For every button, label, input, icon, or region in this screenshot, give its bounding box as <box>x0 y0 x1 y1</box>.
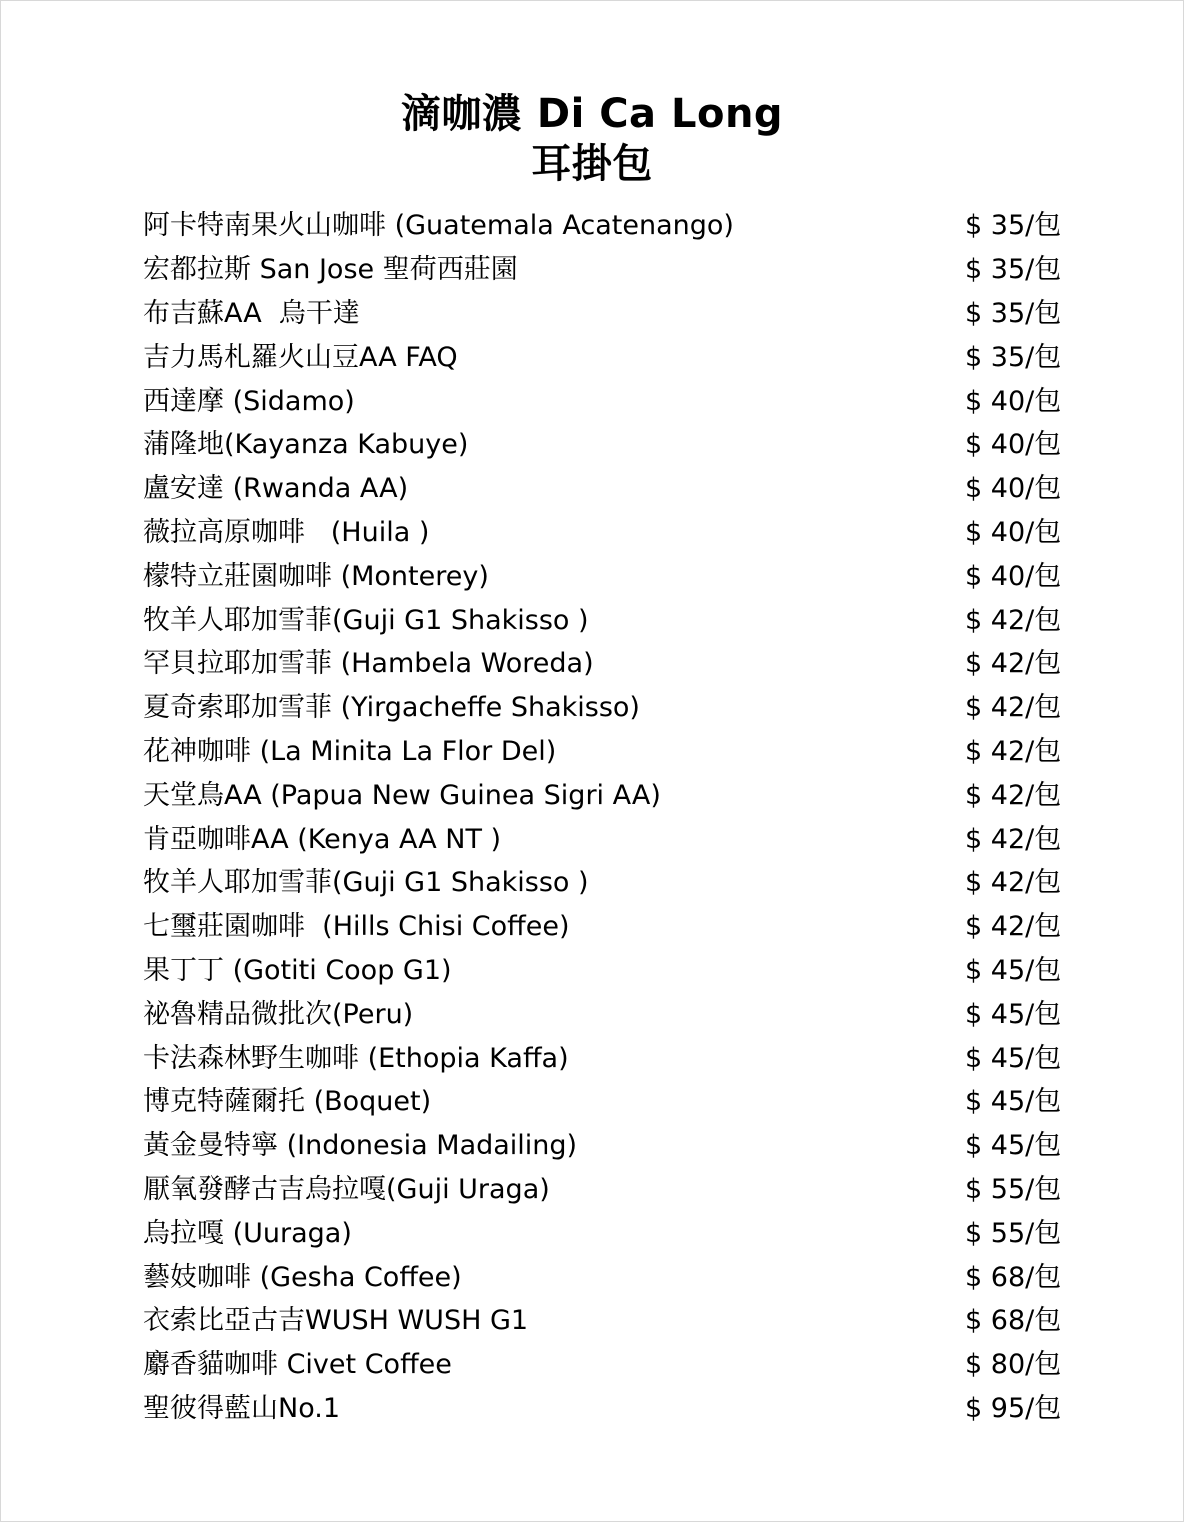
menu-header <box>1 89 1183 189</box>
item-name: 厭氧發酵古吉烏拉嘎(Guji Uraga) <box>143 1173 550 1205</box>
item-name: 薇拉高原咖啡 (Huila ) <box>143 516 430 548</box>
item-name: 烏拉嘎 (Uuraga) <box>143 1217 352 1249</box>
item-name: 藝妓咖啡 (Gesha Coffee) <box>143 1261 462 1293</box>
list-item <box>143 376 1063 420</box>
item-price: $ 42/包 <box>965 692 1062 724</box>
item-price: $ 42/包 <box>965 823 1062 855</box>
item-price: $ 55/包 <box>965 1173 1062 1205</box>
item-name: 檬特立莊園咖啡 (Monterey) <box>143 560 489 592</box>
list-item <box>143 1208 1063 1252</box>
item-price: $ 45/包 <box>965 1086 1062 1118</box>
item-name: 阿卡特南果火山咖啡 (Guatemala Acatenango) <box>143 210 734 242</box>
item-name: 麝香貓咖啡 Civet Coffee <box>143 1349 452 1381</box>
price-list <box>143 201 1063 1427</box>
item-name: 聖彼得藍山No.1 <box>143 1392 341 1424</box>
item-price: $ 35/包 <box>965 254 1062 286</box>
item-name: 宏都拉斯 San Jose 聖荷西莊園 <box>143 254 518 286</box>
list-item <box>143 595 1063 639</box>
item-price: $ 45/包 <box>965 954 1062 986</box>
list-item <box>143 902 1063 946</box>
list-item <box>143 727 1063 771</box>
list-item <box>143 508 1063 552</box>
item-price: $ 42/包 <box>965 867 1062 899</box>
item-price: $ 40/包 <box>965 560 1062 592</box>
item-name: 牧羊人耶加雪菲(Guji G1 Shakisso ) <box>143 867 589 899</box>
item-name: 肯亞咖啡AA (Kenya AA NT ) <box>143 823 502 855</box>
item-price: $ 42/包 <box>965 604 1062 636</box>
item-price: $ 42/包 <box>965 648 1062 680</box>
list-item <box>143 770 1063 814</box>
list-item <box>143 639 1063 683</box>
item-name: 蒲隆地(Kayanza Kabuye) <box>143 429 469 461</box>
list-item <box>143 551 1063 595</box>
item-name: 夏奇索耶加雪菲 (Yirgacheffe Shakisso) <box>143 692 640 724</box>
list-item <box>143 1340 1063 1384</box>
list-item <box>143 683 1063 727</box>
item-name: 天堂鳥AA (Papua New Guinea Sigri AA) <box>143 779 661 811</box>
item-name: 牧羊人耶加雪菲(Guji G1 Shakisso ) <box>143 604 589 636</box>
item-price: $ 42/包 <box>965 779 1062 811</box>
list-item <box>143 464 1063 508</box>
item-price: $ 35/包 <box>965 210 1062 242</box>
list-item <box>143 1252 1063 1296</box>
list-item <box>143 1296 1063 1340</box>
item-price: $ 55/包 <box>965 1217 1062 1249</box>
item-price: $ 40/包 <box>965 429 1062 461</box>
item-name: 黃金曼特寧 (Indonesia Madailing) <box>143 1130 578 1162</box>
item-name: 花神咖啡 (La Minita La Flor Del) <box>143 735 557 767</box>
item-price: $ 40/包 <box>965 516 1062 548</box>
item-price: $ 68/包 <box>965 1305 1062 1337</box>
list-item <box>143 946 1063 990</box>
item-price: $ 40/包 <box>965 473 1062 505</box>
page-title: 滴咖濃 Di Ca Long <box>400 91 784 137</box>
item-price: $ 42/包 <box>965 911 1062 943</box>
list-item <box>143 989 1063 1033</box>
list-item <box>143 420 1063 464</box>
list-item <box>143 201 1063 245</box>
item-price: $ 45/包 <box>965 1130 1062 1162</box>
item-name: 博克特薩爾托 (Boquet) <box>143 1086 432 1118</box>
item-name: 布吉蘇AA 烏干達 <box>143 297 360 329</box>
list-item <box>143 332 1063 376</box>
list-item <box>143 1165 1063 1209</box>
list-item <box>143 814 1063 858</box>
item-price: $ 42/包 <box>965 735 1062 767</box>
item-name: 西達摩 (Sidamo) <box>143 385 355 417</box>
list-item <box>143 1384 1063 1428</box>
list-item <box>143 858 1063 902</box>
item-name: 卡法森林野生咖啡 (Ethopia Kaffa) <box>143 1042 569 1074</box>
item-name: 果丁丁 (Gotiti Coop G1) <box>143 954 452 986</box>
item-price: $ 45/包 <box>965 1042 1062 1074</box>
item-name: 衣索比亞古吉WUSH WUSH G1 <box>143 1305 529 1337</box>
item-price: $ 95/包 <box>965 1392 1062 1424</box>
item-price: $ 35/包 <box>965 297 1062 329</box>
item-price: $ 45/包 <box>965 998 1062 1030</box>
list-item <box>143 289 1063 333</box>
item-name: 罕貝拉耶加雪菲 (Hambela Woreda) <box>143 648 594 680</box>
list-item <box>143 1121 1063 1165</box>
list-item <box>143 245 1063 289</box>
page-subtitle: 耳掛包 <box>531 141 653 187</box>
item-price: $ 80/包 <box>965 1349 1062 1381</box>
list-item <box>143 1033 1063 1077</box>
item-name: 吉力馬札羅火山豆AA FAQ <box>143 341 458 373</box>
list-item <box>143 1077 1063 1121</box>
item-price: $ 35/包 <box>965 341 1062 373</box>
item-name: 祕魯精品微批次(Peru) <box>143 998 414 1030</box>
item-price: $ 68/包 <box>965 1261 1062 1293</box>
item-name: 七璽莊園咖啡 (Hills Chisi Coffee) <box>143 911 570 943</box>
item-price: $ 40/包 <box>965 385 1062 417</box>
item-name: 盧安達 (Rwanda AA) <box>143 473 409 505</box>
